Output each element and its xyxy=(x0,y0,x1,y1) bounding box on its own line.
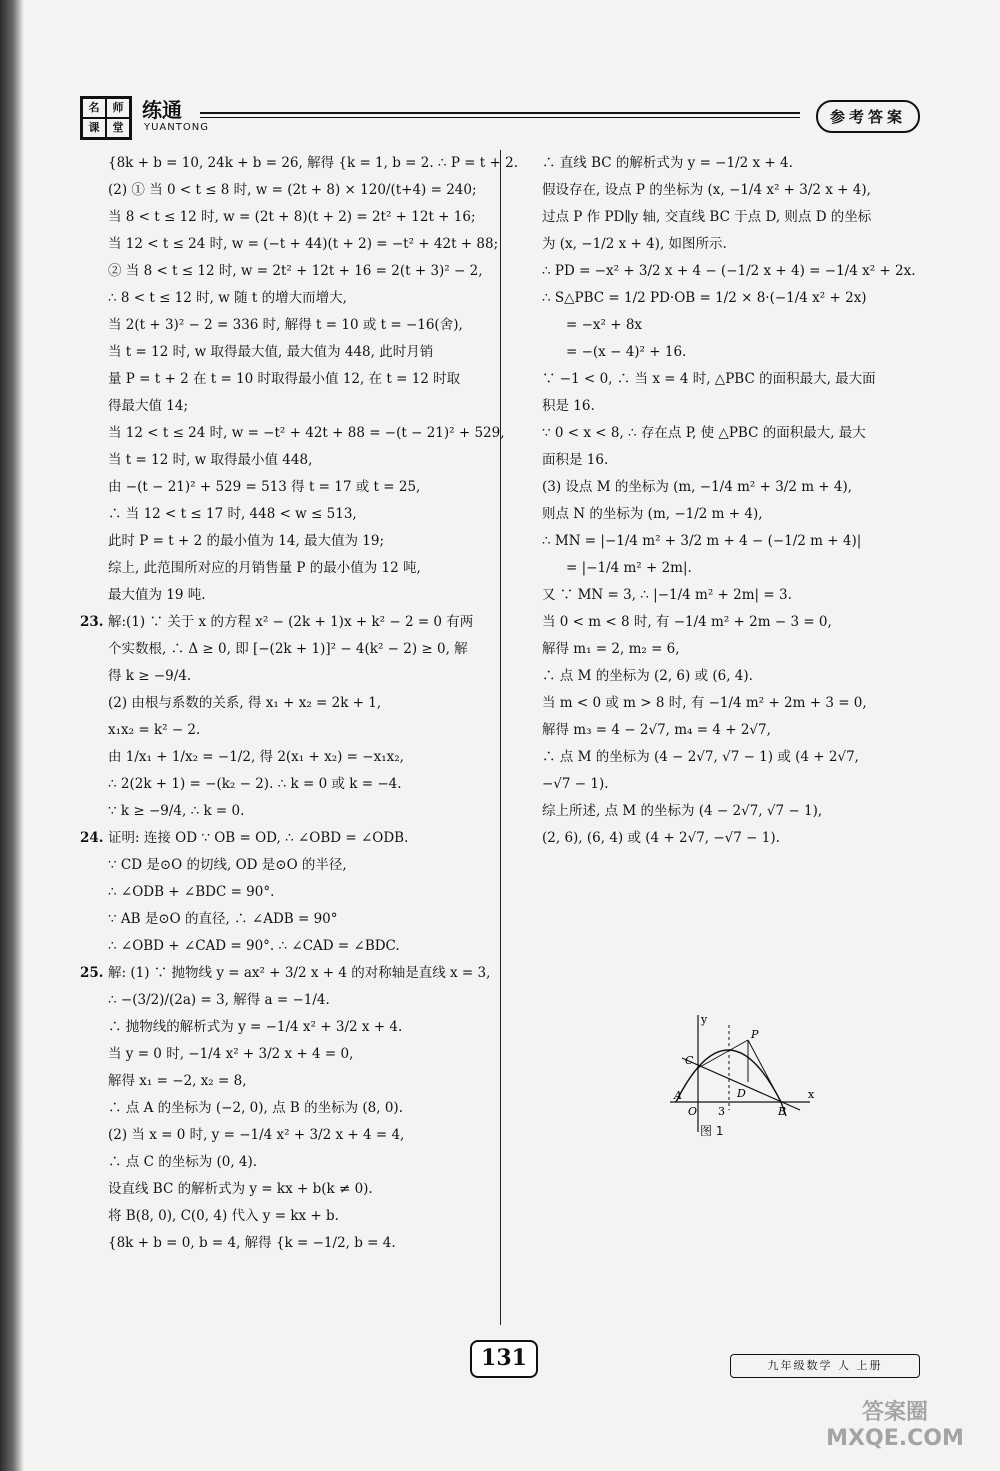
parabola-figure xyxy=(660,1010,820,1140)
segment-pb xyxy=(748,1040,781,1102)
label-p: P xyxy=(751,1028,759,1041)
left-line xyxy=(108,582,488,609)
solution-text: 当 y = 0 时, −1/4 x² + 3/2 x + 4 = 0, xyxy=(108,1046,354,1062)
left-line xyxy=(108,420,505,447)
solution-text: 最大值为 19 吨. xyxy=(108,587,206,603)
left-line xyxy=(108,1149,488,1176)
solution-text: {8k + b = 0, b = 4, 解得 {k = −1/2, b = 4. xyxy=(108,1235,396,1251)
left-line xyxy=(108,1095,488,1122)
left-line xyxy=(108,501,488,528)
solution-text: 当 8 < t ≤ 12 时, w = (2t + 8)(t + 2) = 2t² + 12t + 16; xyxy=(108,209,476,225)
left-line xyxy=(108,933,488,960)
right-line: −√7 − 1). xyxy=(542,776,609,792)
right-column xyxy=(542,150,932,852)
left-line xyxy=(108,555,488,582)
label-o: O xyxy=(688,1105,698,1118)
solution-text: 由 −(t − 21)² + 529 = 513 得 t = 17 或 t = 25, xyxy=(108,479,421,495)
left-line xyxy=(108,1068,488,1095)
solution-text: {8k + b = 10, 24k + b = 26, 解得 {k = 1, b = 2. ∴ P = t + 2. xyxy=(108,155,518,171)
solution-text: 得最大值 14; xyxy=(108,398,189,414)
brand-subtitle: YUANTONG xyxy=(144,122,209,133)
question-number: 23. xyxy=(80,614,104,630)
left-line xyxy=(108,258,488,285)
right-line: (2, 6), (6, 4) 或 (4 + 2√7, −√7 − 1). xyxy=(542,830,780,846)
left-line xyxy=(108,906,488,933)
solution-text: 当 2(t + 3)² − 2 = 336 时, 解得 t = 10 或 t = −16(舍), xyxy=(108,317,463,333)
header-rule xyxy=(200,112,800,118)
left-line xyxy=(108,366,488,393)
right-line: = −(x − 4)² + 16. xyxy=(566,344,687,360)
left-line xyxy=(108,987,488,1014)
left-line xyxy=(108,528,488,555)
segment-cp xyxy=(698,1040,748,1068)
solution-text: 当 t = 12 时, w 取得最小值 448, xyxy=(108,452,313,468)
question-number: 25. xyxy=(80,965,104,981)
right-line: 则点 N 的坐标为 (m, −1/2 m + 4), xyxy=(542,506,763,522)
left-line xyxy=(108,285,488,312)
left-line xyxy=(108,1176,488,1203)
left-line xyxy=(108,1230,488,1257)
left-line xyxy=(108,1203,488,1230)
logo-cell: 堂 xyxy=(106,118,130,138)
solution-text: 此时 P = t + 2 的最小值为 14, 最大值为 19; xyxy=(108,533,385,549)
left-line xyxy=(108,150,518,177)
brand-name: 练通 xyxy=(142,98,182,122)
left-line xyxy=(108,474,488,501)
left-line xyxy=(108,852,488,879)
page-number: 131 xyxy=(470,1340,538,1378)
solution-text: 证明: 连接 OD ∵ OB = OD, ∴ ∠OBD = ∠ODB. xyxy=(108,830,409,846)
right-line: 当 m < 0 或 m > 8 时, 有 −1/4 m² + 2m + 3 = 0, xyxy=(542,695,867,711)
right-line: 过点 P 作 PD∥y 轴, 交直线 BC 于点 D, 则点 D 的坐标 xyxy=(542,209,872,225)
left-line xyxy=(108,447,488,474)
left-line xyxy=(108,393,488,420)
left-line xyxy=(80,825,488,852)
left-line xyxy=(108,177,488,204)
solution-text: ∴ 抛物线的解析式为 y = −1/4 x² + 3/2 x + 4. xyxy=(108,1019,403,1035)
right-line: ∴ S△PBC = 1/2 PD·OB = 1/2 × 8·(−1/4 x² + 2x) xyxy=(542,290,867,306)
solution-text: 将 B(8, 0), C(0, 4) 代入 y = kx + b. xyxy=(108,1208,339,1224)
label-d: D xyxy=(737,1087,746,1100)
left-line xyxy=(80,609,488,636)
right-line: = −x² + 8x xyxy=(566,317,643,333)
left-line xyxy=(108,771,488,798)
right-line: ∴ PD = −x² + 3/2 x + 4 − (−1/2 x + 4) = −1/4 x² + 2x. xyxy=(542,263,916,279)
right-line: 解得 m₁ = 2, m₂ = 6, xyxy=(542,641,680,657)
right-line: ∴ 直线 BC 的解析式为 y = −1/2 x + 4. xyxy=(542,155,793,171)
right-line: ∵ −1 < 0, ∴ 当 x = 4 时, △PBC 的面积最大, 最大面 xyxy=(542,371,876,387)
figure-caption: 图 1 xyxy=(700,1124,724,1138)
question-number: 24. xyxy=(80,830,104,846)
solution-text: ∴ ∠OBD + ∠CAD = 90°. ∴ ∠CAD = ∠BDC. xyxy=(108,938,400,954)
watermark-url: MXQE.COM xyxy=(826,1426,964,1451)
logo-cell: 课 xyxy=(82,118,106,138)
solution-text: 解得 x₁ = −2, x₂ = 8, xyxy=(108,1073,247,1089)
left-column xyxy=(80,150,518,1257)
left-line xyxy=(108,690,488,717)
solution-text: 设直线 BC 的解析式为 y = kx + b(k ≠ 0). xyxy=(108,1181,373,1197)
right-line: ∴ 点 M 的坐标为 (4 − 2√7, √7 − 1) 或 (4 + 2√7, xyxy=(542,749,859,765)
right-line: ∴ MN = |−1/4 m² + 3/2 m + 4 − (−1/2 m + 4)| xyxy=(542,533,862,549)
label-y: y xyxy=(701,1013,708,1026)
label-c: C xyxy=(685,1054,694,1067)
right-line: 综上所述, 点 M 的坐标为 (4 − 2√7, √7 − 1), xyxy=(542,803,823,819)
book-label: 九年级数学 人 上册 xyxy=(730,1354,920,1378)
left-line xyxy=(108,1014,488,1041)
left-line xyxy=(108,879,488,906)
solution-text: ∴ 当 12 < t ≤ 17 时, 448 < w ≤ 513, xyxy=(108,506,357,522)
solution-text: ∵ AB 是⊙O 的直径, ∴ ∠ADB = 90° xyxy=(108,911,338,927)
left-line xyxy=(80,960,491,987)
solution-text: ∵ CD 是⊙O 的切线, OD 是⊙O 的半径, xyxy=(108,857,347,873)
scan-edge-shadow xyxy=(0,0,24,1471)
solution-text: 当 12 < t ≤ 24 时, w = −t² + 42t + 88 = −(t − 21)² + 529, xyxy=(108,425,505,441)
right-line: 积是 16. xyxy=(542,398,595,414)
right-line: (3) 设点 M 的坐标为 (m, −1/4 m² + 3/2 m + 4), xyxy=(542,479,853,495)
section-label: 参考答案 xyxy=(816,100,920,133)
solution-text: ② 当 8 < t ≤ 12 时, w = 2t² + 12t + 16 = 2(t + 3)² − 2, xyxy=(108,263,483,279)
right-line: 当 0 < m < 8 时, 有 −1/4 m² + 2m − 3 = 0, xyxy=(542,614,832,630)
solution-text: 解:(1) ∵ 关于 x 的方程 x² − (2k + 1)x + k² − 2 = 0 有两 xyxy=(108,614,474,630)
watermark-title: 答案圈 xyxy=(861,1400,928,1425)
solution-text: 量 P = t + 2 在 t = 10 时取得最小值 12, 在 t = 12 时取 xyxy=(108,371,461,387)
solution-text: ∴ 8 < t ≤ 12 时, w 随 t 的增大而增大, xyxy=(108,290,347,306)
column-divider xyxy=(500,150,501,1325)
right-line: 面积是 16. xyxy=(542,452,609,468)
left-line xyxy=(108,204,488,231)
right-line: ∴ 点 M 的坐标为 (2, 6) 或 (6, 4). xyxy=(542,668,753,684)
solution-text: (2) 由根与系数的关系, 得 x₁ + x₂ = 2k + 1, xyxy=(108,695,382,711)
label-x: x xyxy=(808,1088,815,1101)
left-line xyxy=(108,339,488,366)
page-header xyxy=(80,88,920,138)
left-line xyxy=(108,1041,488,1068)
left-line xyxy=(108,663,488,690)
solution-text: 当 12 < t ≤ 24 时, w = (−t + 44)(t + 2) = −t² + 42t + 88; xyxy=(108,236,499,252)
solution-text: ∴ 点 C 的坐标为 (0, 4). xyxy=(108,1154,258,1170)
solution-text: 当 t = 12 时, w 取得最大值, 最大值为 448, 此时月销 xyxy=(108,344,434,360)
solution-text: 得 k ≥ −9/4. xyxy=(108,668,192,684)
logo-cell: 师 xyxy=(106,98,130,118)
brand-logo-grid xyxy=(80,96,132,140)
left-line xyxy=(108,798,488,825)
solution-text: ∴ 点 A 的坐标为 (−2, 0), 点 B 的坐标为 (8, 0). xyxy=(108,1100,403,1116)
left-line xyxy=(108,717,488,744)
left-line xyxy=(108,744,488,771)
label-a: A xyxy=(674,1089,682,1102)
right-line: ∵ 0 < x < 8, ∴ 存在点 P, 使 △PBC 的面积最大, 最大 xyxy=(542,425,866,441)
solution-text: 综上, 此范围所对应的月销售量 P 的最小值为 12 吨, xyxy=(108,560,421,576)
solution-text: ∴ 2(2k + 1) = −(k₂ − 2). ∴ k = 0 或 k = −4. xyxy=(108,776,402,792)
solution-text: ∴ ∠ODB + ∠BDC = 90°. xyxy=(108,884,275,900)
solution-text: ∴ −(3/2)/(2a) = 3, 解得 a = −1/4. xyxy=(108,992,330,1008)
left-line xyxy=(108,636,488,663)
right-line: 假设存在, 设点 P 的坐标为 (x, −1/4 x² + 3/2 x + 4), xyxy=(542,182,871,198)
logo-cell: 名 xyxy=(82,98,106,118)
solution-text: 个实数根, ∴ Δ ≥ 0, 即 [−(2k + 1)]² − 4(k² − 2) ≥ 0, 解 xyxy=(108,641,468,657)
solution-text: 由 1/x₁ + 1/x₂ = −1/2, 得 2(x₁ + x₂) = −x₁x₂, xyxy=(108,749,404,765)
right-line: = |−1/4 m² + 2m|. xyxy=(566,560,692,576)
label-three: 3 xyxy=(718,1105,725,1118)
solution-text: (2) 当 x = 0 时, y = −1/4 x² + 3/2 x + 4 = 4, xyxy=(108,1127,405,1143)
right-line: 为 (x, −1/2 x + 4), 如图所示. xyxy=(542,236,727,252)
solution-text: ∵ k ≥ −9/4, ∴ k = 0. xyxy=(108,803,245,819)
left-line xyxy=(108,312,488,339)
watermark xyxy=(810,1400,980,1452)
solution-text: 解: (1) ∵ 抛物线 y = ax² + 3/2 x + 4 的对称轴是直线 x = 3, xyxy=(108,965,491,981)
solution-text: (2) ① 当 0 < t ≤ 8 时, w = (2t + 8) × 120/(t+4) = 240; xyxy=(108,182,477,198)
right-line: 解得 m₃ = 4 − 2√7, m₄ = 4 + 2√7, xyxy=(542,722,771,738)
left-line xyxy=(108,1122,488,1149)
left-line xyxy=(108,231,499,258)
right-line: 又 ∵ MN = 3, ∴ |−1/4 m² + 2m| = 3. xyxy=(542,587,792,603)
label-b: B xyxy=(778,1105,787,1118)
solution-text: x₁x₂ = k² − 2. xyxy=(108,722,201,738)
